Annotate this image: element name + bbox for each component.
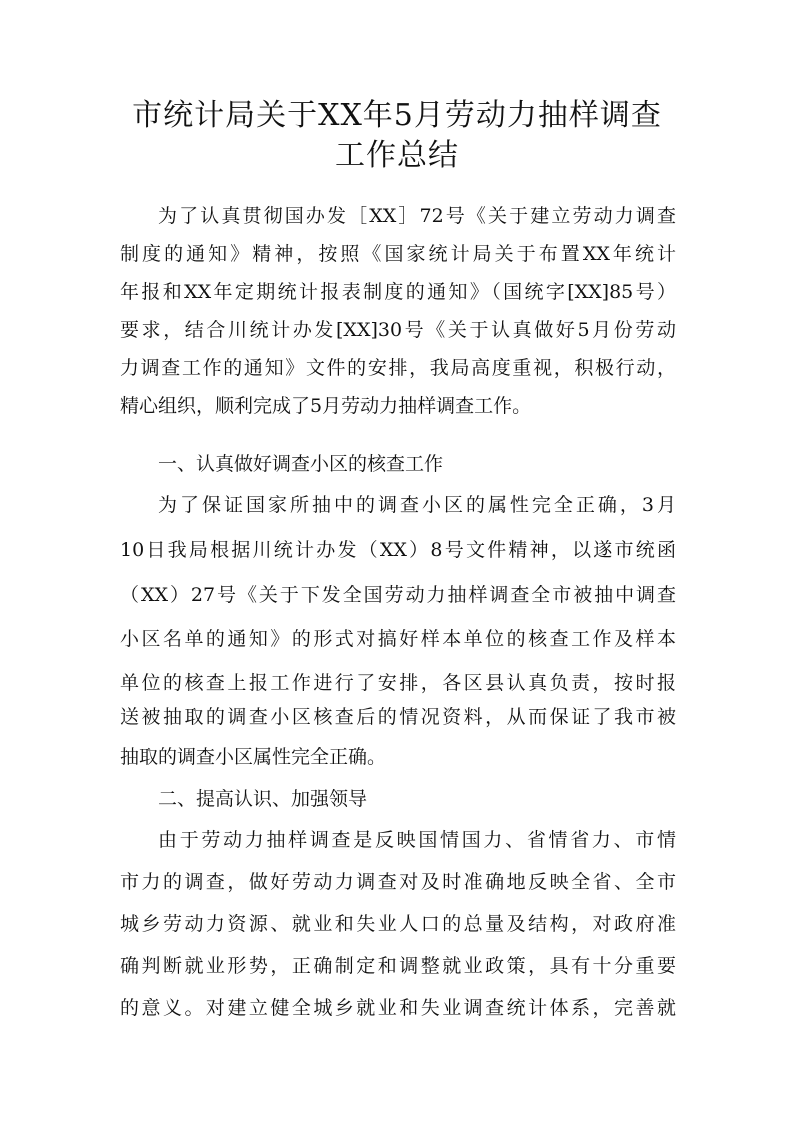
paragraph-3-line-3: 城乡劳动力资源、就业和失业人口的总量及结构，对政府准	[120, 913, 676, 935]
document-title-line-1: 市统计局关于XX年5月劳动力抽样调查	[132, 98, 662, 133]
paragraph-2-line-5: 单位的核查上报工作进行了安排，各区县认真负责，按时报	[120, 672, 676, 694]
paragraph-3-line-4: 确判断就业形势，正确制定和调整就业政策，具有十分重要	[120, 955, 676, 977]
paragraph-1-line-2: 制度的通知》精神，按照《国家统计局关于布置XX年统计	[120, 243, 676, 265]
paragraph-2-line-7: 抽取的调查小区属性完全正确。	[120, 746, 387, 768]
paragraph-2-line-2: 10日我局根据川统计办发（XX）8号文件精神，以遂市统函	[120, 539, 676, 561]
paragraph-1-line-3: 年报和XX年定期统计报表制度的通知》（国统字[XX]85号）	[120, 281, 676, 303]
paragraph-3-line-1: 由于劳动力抽样调查是反映国情国力、省情省力、市情	[158, 829, 676, 851]
paragraph-1-line-1: 为了认真贯彻国办发［XX］72号《关于建立劳动力调查	[158, 205, 676, 227]
section-heading-1: 一、认真做好调查小区的核查工作	[158, 453, 444, 475]
paragraph-2-line-3: （XX）27号《关于下发全国劳动力抽样调查全市被抽中调查	[120, 584, 676, 606]
paragraph-3-line-2: 市力的调查，做好劳动力调查对及时准确地反映全省、全市	[120, 871, 676, 893]
paragraph-2-line-4: 小区名单的通知》的形式对搞好样本单位的核查工作及样本	[120, 628, 676, 650]
paragraph-2-line-1: 为了保证国家所抽中的调查小区的属性完全正确，3月	[158, 494, 676, 516]
paragraph-1-line-5: 力调查工作的通知》文件的安排，我局高度重视，积极行动，	[120, 357, 676, 379]
paragraph-3-line-5: 的意义。对建立健全城乡就业和失业调查统计体系，完善就	[120, 997, 676, 1019]
paragraph-1-line-4: 要求，结合川统计办发[XX]30号《关于认真做好5月份劳动	[120, 319, 676, 341]
document-title-line-2: 工作总结	[335, 138, 459, 173]
paragraph-2-line-6: 送被抽取的调查小区核查后的情况资料，从而保证了我市被	[120, 706, 676, 728]
paragraph-1-line-6: 精心组织，顺利完成了5月劳动力抽样调查工作。	[120, 395, 532, 417]
section-heading-2: 二、提高认识、加强领导	[158, 788, 368, 810]
